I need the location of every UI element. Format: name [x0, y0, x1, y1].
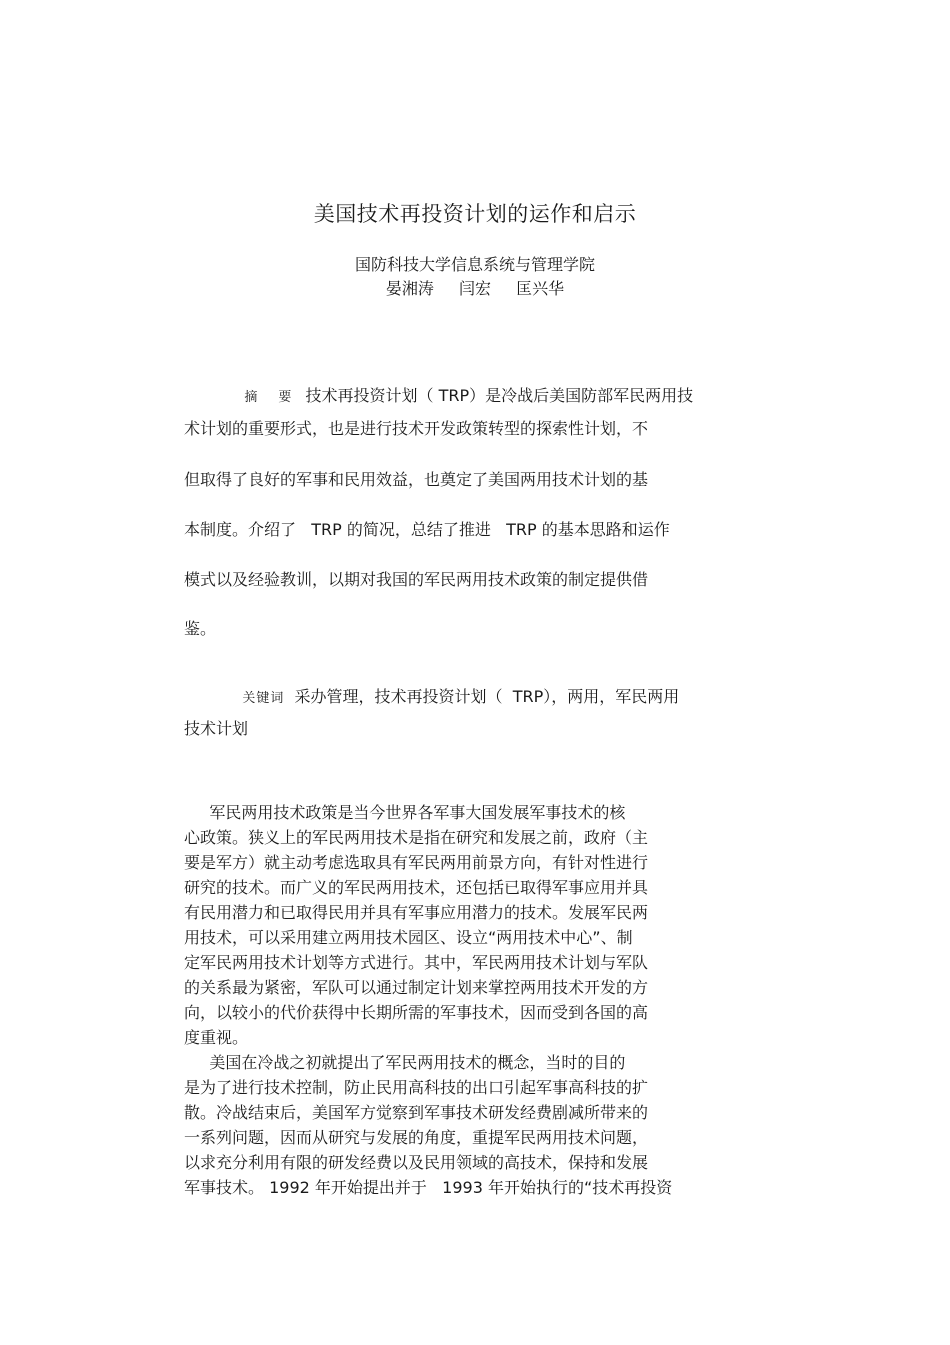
- body-line: 心政策。狭义上的军民两用技术是指在研究和发展之前，政府（主: [184, 828, 649, 847]
- abstract-line: 鉴。: [184, 619, 217, 638]
- body-line: 的关系最为紧密，军队可以通过制定计划来掌控两用技术开发的方: [184, 978, 649, 997]
- body-line: 以求充分利用有限的研发经费以及民用领域的高技术，保持和发展: [184, 1153, 649, 1172]
- body-line: 定军民两用技术计划等方式进行。其中，军民两用技术计划与军队: [184, 953, 649, 972]
- keywords-line: [222, 665, 679, 726]
- abstract-line: 模式以及经验教训，以期对我国的军民两用技术政策的制定提供借: [184, 570, 649, 589]
- keywords-text: 采办管理，技术再投资计划（ TRP），两用，军民两用: [294, 687, 680, 706]
- abstract-label: 摘 要: [244, 390, 296, 405]
- body-line: 用技术，可以采用建立两用技术园区、设立“两用技术中心”、制: [184, 928, 633, 947]
- body-line: 要是军方）就主动考虑选取具有军民两用前景方向，有针对性进行: [184, 853, 649, 872]
- keywords-line: 技术计划: [184, 719, 249, 738]
- author-names: 晏湘涛 闫宏 匡兴华: [385, 279, 565, 298]
- abstract-text: 技术再投资计划（ TRP）是冷战后美国防部军民两用技: [305, 386, 694, 405]
- body-line: 有民用潜力和已取得民用并具有军事应用潜力的技术。发展军民两: [184, 903, 649, 922]
- body-line: 军事技术。 1992 年开始提出并于 1993 年开始执行的“技术再投资: [184, 1178, 673, 1197]
- abstract-line: 本制度。介绍了 TRP 的简况，总结了推进 TRP 的基本思路和运作: [184, 520, 670, 539]
- body-line: 向，以较小的代价获得中长期所需的军事技术，因而受到各国的高: [184, 1003, 649, 1022]
- body-line: 一系列问题，因而从研究与发展的角度，重提军民两用技术问题，: [184, 1128, 649, 1147]
- body-line: 美国在冷战之初就提出了军民两用技术的概念，当时的目的: [184, 1053, 626, 1072]
- body-line: 军民两用技术政策是当今世界各军事大国发展军事技术的核: [184, 803, 626, 822]
- body-line: 研究的技术。而广义的军民两用技术，还包括已取得军事应用并具: [184, 878, 649, 897]
- body-line: 散。冷战结束后，美国军方觉察到军事技术研发经费剧减所带来的: [184, 1103, 649, 1122]
- abstract-line: 术计划的重要形式，也是进行技术开发政策转型的探索性计划，不: [184, 419, 649, 438]
- author-affiliation: 国防科技大学信息系统与管理学院: [354, 255, 595, 274]
- body-line: 是为了进行技术控制，防止民用高科技的出口引起军事高科技的扩: [184, 1078, 649, 1097]
- body-line: 度重视。: [184, 1028, 249, 1047]
- keywords-label: 关键词: [242, 691, 285, 706]
- paper-title: 美国技术再投资计划的运作和启示: [313, 202, 637, 226]
- abstract-line: 但取得了良好的军事和民用效益，也奠定了美国两用技术计划的基: [184, 470, 649, 489]
